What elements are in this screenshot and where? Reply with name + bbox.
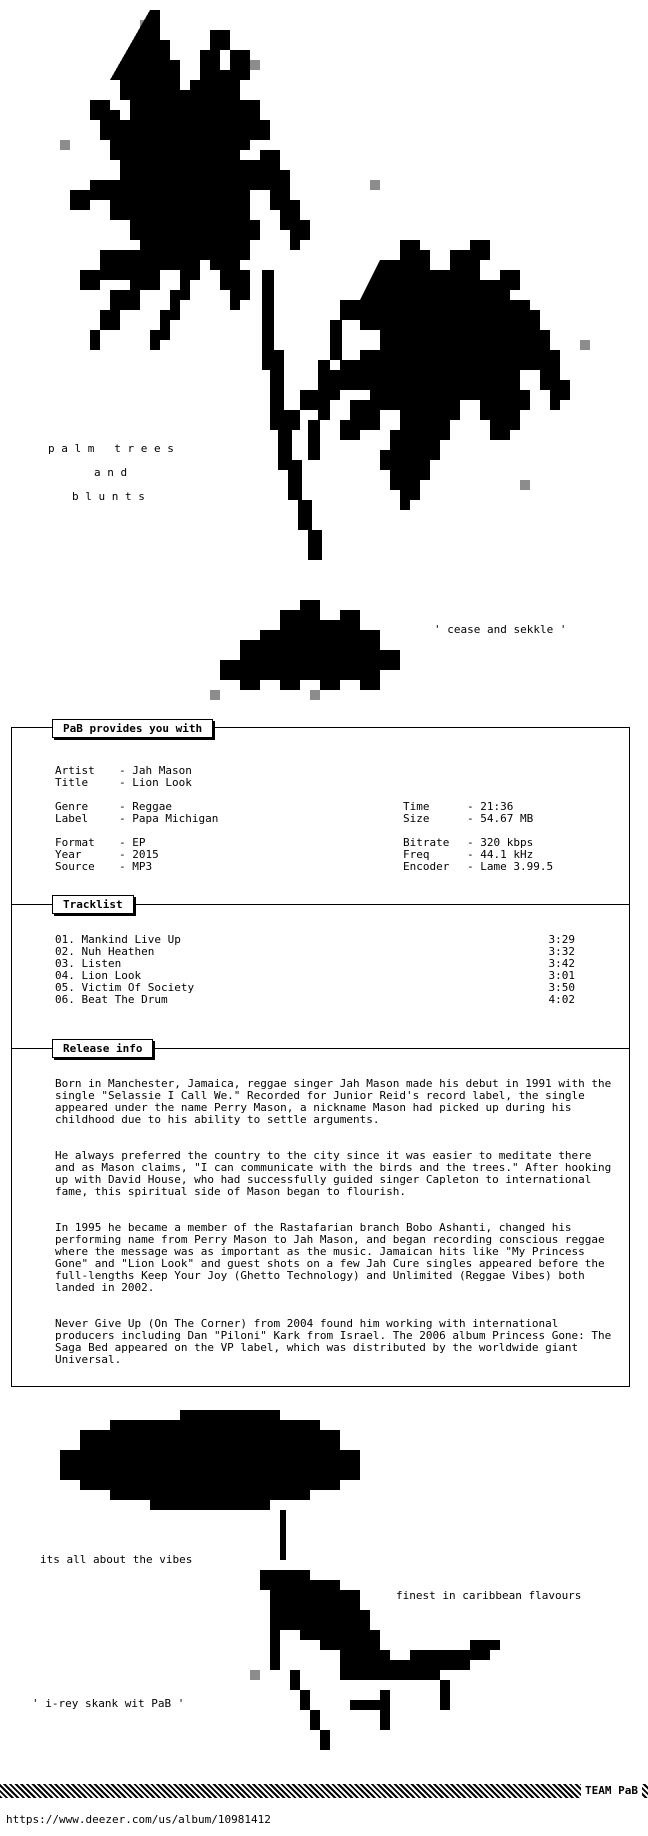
genre-value: - Reggae: [119, 800, 172, 813]
track-name: 05. Victim Of Society: [55, 981, 195, 994]
format-value: - EP: [119, 836, 146, 849]
tagline-blunts: b l u n t s: [72, 490, 145, 503]
tagline-palm-trees: p a l m t r e e s: [48, 442, 174, 455]
info-section-title: PaB provides you with: [52, 719, 213, 738]
label-row: [55, 813, 218, 825]
track-duration: 3:42: [548, 957, 575, 970]
size-key: Size: [403, 812, 430, 825]
footer-hatched-bar: [0, 1784, 648, 1798]
title-row: [55, 777, 192, 789]
tagline-and: a n d: [94, 466, 128, 479]
source-row: [55, 861, 152, 873]
release-paragraph: Born in Manchester, Jamaica, reggae singer Jah Mason made his debut in 1991 with the single "Selassie I Call We." Recorded for Junior Reid's record label, the single appeared under the name Perry Mason, a nickname Mason had picked up during his childhood due to his ability to settle arguments.: [55, 1077, 612, 1126]
track-duration: 4:02: [548, 993, 575, 1006]
tracklist-section-title: Tracklist: [52, 895, 134, 914]
release-paragraph: Never Give Up (On The Corner) from 2004 found him working with international producers including Dan "Piloni" Kark from Israel. The 2006 album Princess Gone: The Saga Bed appeared on the VP label, which was distributed by the worldwide giant Universal.: [55, 1317, 612, 1366]
beach-chair-umbrella-art: [0, 1400, 648, 1770]
bitrate-value: - 320 kbps: [467, 836, 534, 849]
freq-value: - 44.1 kHz: [467, 848, 534, 861]
time-value: - 21:36: [467, 800, 514, 813]
year-value: - 2015: [119, 848, 159, 861]
title-value: - Lion Look: [119, 776, 192, 789]
bitrate-key: Bitrate: [403, 836, 450, 849]
year-key: Year: [55, 848, 82, 861]
tagline-cease-and-sekkle: ' cease and sekkle ': [434, 623, 567, 636]
size-row: [403, 813, 533, 825]
tagline-finest: finest in caribbean flavours: [396, 1589, 582, 1602]
team-signature: TEAM PaB: [581, 1784, 642, 1798]
time-key: Time: [403, 800, 430, 813]
size-value: - 54.67 MB: [467, 812, 534, 825]
artist-key: Artist: [55, 764, 95, 777]
track-name: 03. Listen: [55, 957, 122, 970]
encoder-key: Encoder: [403, 860, 450, 873]
track-duration: 3:29: [548, 933, 575, 946]
tagline-irey-skank: ' i-rey skank wit PaB ': [32, 1697, 185, 1710]
release-info-section-title: Release info: [52, 1039, 153, 1058]
track-duration: 3:50: [548, 981, 575, 994]
format-key: Format: [55, 836, 95, 849]
track-name: 06. Beat The Drum: [55, 993, 168, 1006]
release-paragraph: He always preferred the country to the city since it was easier to meditate there and as Mason claims, "I can communicate with the birds and the trees." After hooking up with David House, who had successfully guided singer Capleton to international fame, this spiritual side of Mason began to flourish.: [55, 1149, 612, 1198]
track-row: [55, 994, 575, 1006]
palm-trees-art: [0, 0, 648, 720]
label-key: Label: [55, 812, 89, 825]
track-name: 04. Lion Look: [55, 969, 142, 982]
track-row: [55, 946, 575, 958]
encoder-value: - Lame 3.99.5: [467, 860, 554, 873]
source-url: https://www.deezer.com/us/album/10981412: [6, 1813, 271, 1826]
label-value: - Papa Michigan: [119, 812, 219, 825]
source-key: Source: [55, 860, 95, 873]
source-value: - MP3: [119, 860, 153, 873]
freq-key: Freq: [403, 848, 430, 861]
genre-key: Genre: [55, 800, 89, 813]
encoder-row: [403, 861, 553, 873]
title-key: Title: [55, 776, 89, 789]
track-name: 01. Mankind Live Up: [55, 933, 181, 946]
tagline-vibes: its all about the vibes: [40, 1553, 193, 1566]
release-paragraph: In 1995 he became a member of the Rastafarian branch Bobo Ashanti, changed his performing name from Perry Mason to Jah Mason, and began recording conscious reggae where the message was as important as the music. Jamaican hits like "My Princess Gone" and "Lion Look" and guest shots on a few Jah Cure singles appeared before the full-lengths Keep Your Joy (Ghetto Technology) and Unlimited (Reggae Vibes) both landed in 2002.: [55, 1221, 605, 1294]
track-duration: 3:32: [548, 945, 575, 958]
track-name: 02. Nuh Heathen: [55, 945, 155, 958]
artist-value: - Jah Mason: [119, 764, 192, 777]
track-duration: 3:01: [548, 969, 575, 982]
